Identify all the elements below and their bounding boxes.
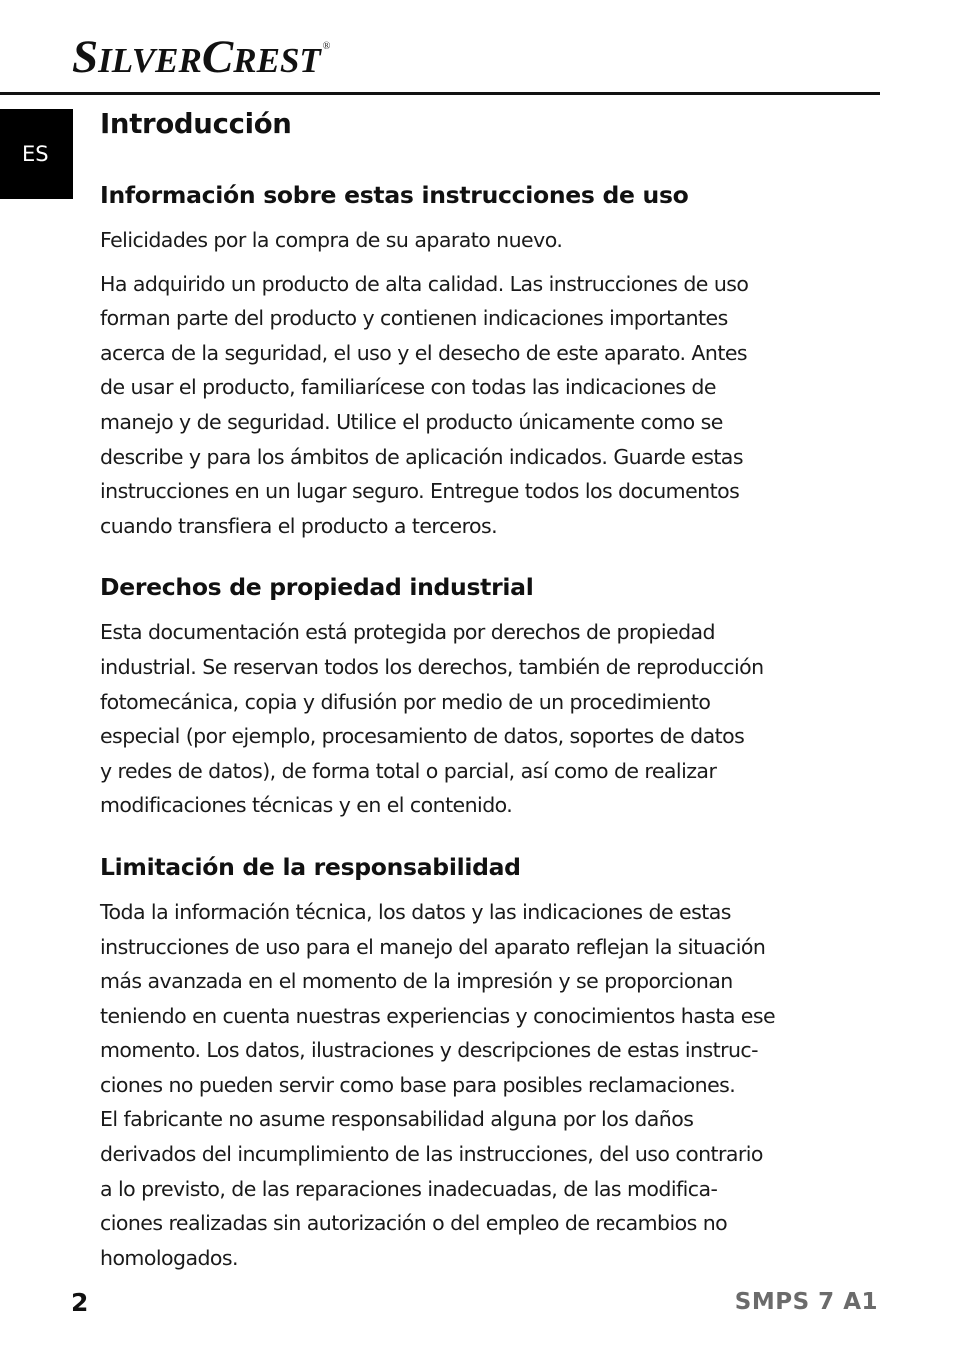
logo-text-rest: REST	[233, 41, 321, 80]
silvercrest-logo	[72, 31, 331, 83]
section-heading-property-rights: Derechos de propiedad industrial	[100, 573, 534, 602]
model-code: SMPS 7 A1	[734, 1289, 878, 1315]
registered-mark: ®	[322, 41, 331, 52]
paragraph-liability: Toda la información técnica, los datos y las indicaciones de estas instrucciones de uso para el manejo del aparato reflejan la situación más avanzada en el momento de la impresión y se proporcionan teniendo en cuenta nuestras experiencias y conocimientos hasta ese momento. Los datos, ilustraciones y descripciones de estas instruc- ciones no pueden servir como base para posibles reclamaciones. El fabricante no asume responsabilidad alguna por los daños derivados del incumplimiento de las instrucciones, del uso contrario a lo previsto, de las reparaciones inadecuadas, de las modifica- ciones realizadas sin autorización o del empleo de recambios no homologados.	[100, 899, 776, 1270]
paragraph-congratulations: Felicidades por la compra de su aparato nuevo.	[100, 228, 563, 252]
main-content	[100, 104, 860, 1275]
page-title: Introducción	[100, 108, 292, 140]
paragraph-property-rights: Esta documentación está protegida por derechos de propiedad industrial. Se reservan todos los derechos, también de reproducción fotomecánica, copia y difusión por medio de un procedimiento especial (por ejemplo, procesamiento de datos, soportes de datos y redes de datos), de forma total o parcial, así como de realizar modificaciones técnicas y en el contenido.	[100, 620, 764, 818]
logo-letter-c: C	[201, 31, 234, 83]
section-heading-instructions: Información sobre estas instrucciones de uso	[100, 181, 689, 209]
logo-text-ilver: ILVER	[98, 41, 202, 80]
language-tab	[0, 109, 73, 199]
language-tab-label: ES	[22, 142, 49, 166]
paragraph-quality-product: Ha adquirido un producto de alta calidad. Las instrucciones de uso forman parte del producto y contienen indicaciones importantes acerca de la seguridad, el uso y el desecho de este aparato. Antes de usar el producto, familiarícese con todas las indicaciones de manejo y de seguridad. Utilice el producto únicamente como se describe y para los ámbitos de aplicación indicados. Guarde estas instrucciones en un lugar seguro. Entregue todos los documentos cuando transfiera el producto a terceros.	[100, 271, 749, 538]
page-number: 2	[71, 1288, 89, 1317]
section-heading-liability: Limitación de la responsabilidad	[100, 852, 521, 881]
header-rule	[0, 92, 880, 95]
logo-letter-s: S	[72, 31, 99, 83]
